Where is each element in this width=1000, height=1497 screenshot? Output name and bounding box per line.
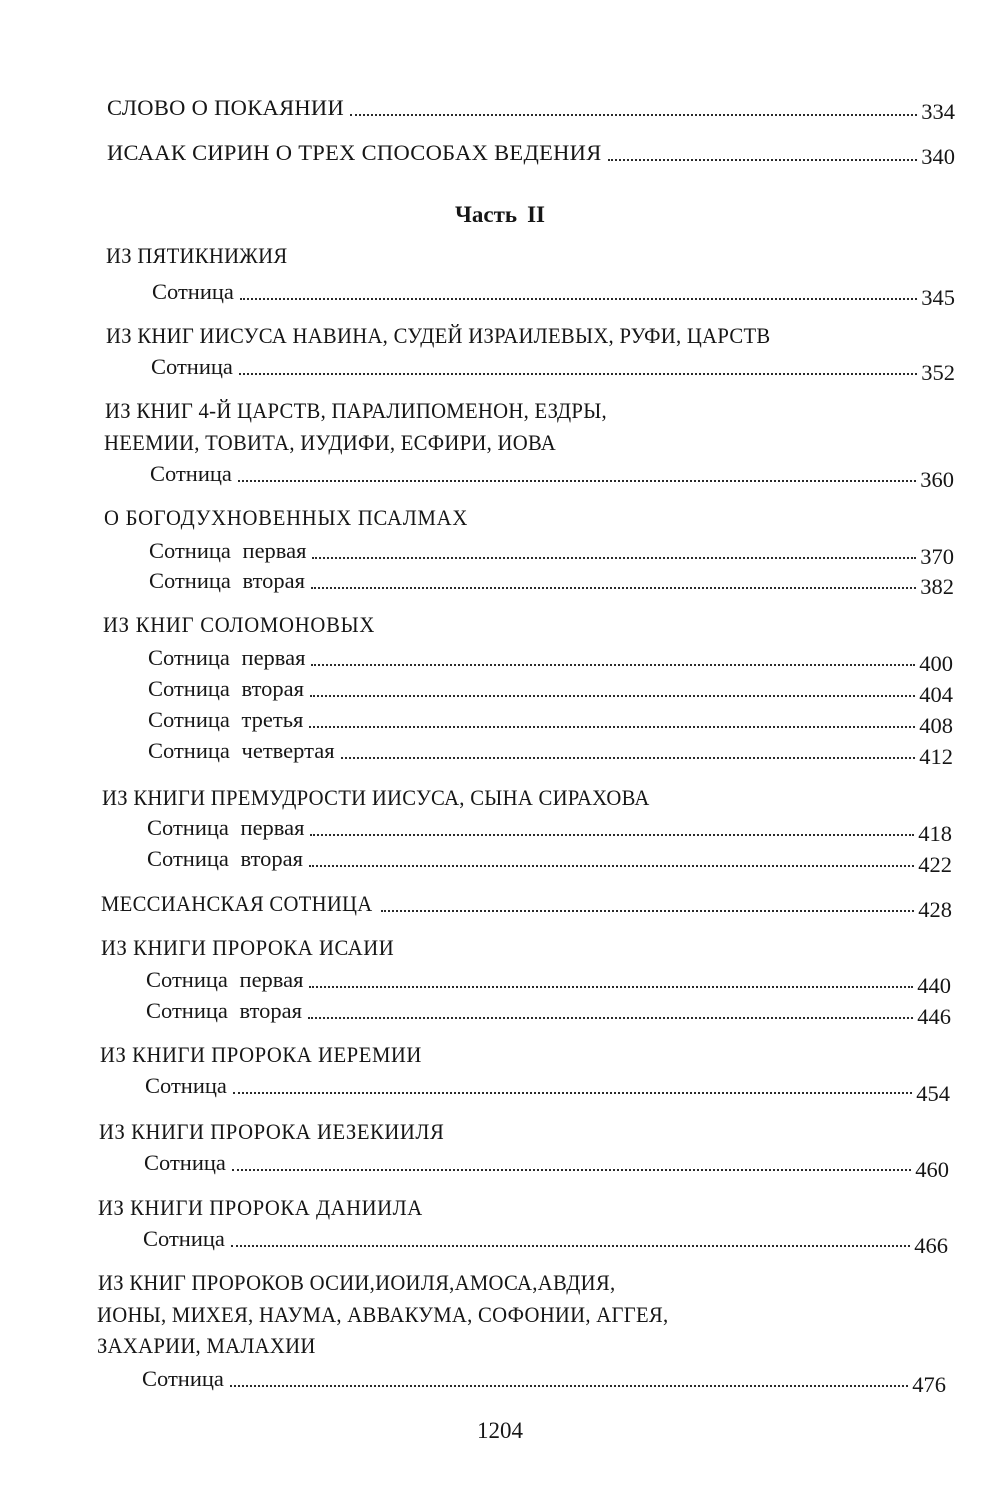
page-number: 408 [919,713,953,738]
toc-entry-title: МЕССИАНСКАЯ СОТНИЦА [101,891,373,916]
toc-entry[interactable] [148,738,953,769]
toc-entry-label: Сотница вторая [148,676,304,701]
dot-leader [309,865,914,867]
page-number: 476 [912,1372,946,1397]
toc-entry[interactable] [148,645,953,676]
page-number: 418 [918,821,952,846]
section-title [0,202,1000,228]
toc-entry-label: Сотница [142,1366,224,1391]
toc-entry[interactable] [143,1226,948,1258]
dot-leader [239,373,917,375]
toc-entry-label: Сотница [151,354,233,379]
page-number: 460 [915,1157,949,1182]
toc-entry-label: Сотница [143,1226,225,1251]
page-number: 370 [920,544,954,569]
toc-entry[interactable] [142,1366,946,1397]
dot-leader [308,1017,913,1019]
toc-entry[interactable] [149,568,954,599]
toc-group-heading: ИЗ КНИГ ПРОРОКОВ ОСИИ,ИОИЛЯ,АМОСА,АВДИЯ, [98,1270,616,1295]
page-number: 412 [919,744,953,769]
dot-leader [381,910,914,912]
toc-entry-label: Сотница [145,1073,227,1098]
dot-leader [341,757,916,759]
dot-leader [350,114,917,116]
page-number: 400 [919,651,953,676]
dot-leader [312,557,916,559]
dot-leader [310,834,914,836]
dot-leader [233,1092,912,1094]
page-number: 360 [920,467,954,492]
page-number: 382 [920,574,954,599]
toc-entry-label: Сотница вторая [147,846,303,871]
toc-group-heading: ИЗ КНИГИ ПРЕМУДРОСТИ ИИСУСА, СЫНА СИРАХОВА [102,785,650,810]
dot-leader [231,1245,910,1247]
page-number: 345 [921,285,955,310]
toc-entry[interactable] [148,676,953,707]
page-number: 334 [921,99,955,124]
toc-entry-label: Сотница первая [146,967,304,992]
toc-group-heading: ИОНЫ, МИХЕЯ, НАУМА, АВВАКУМА, СОФОНИИ, АГГЕЯ, [97,1302,669,1327]
page-number: 454 [916,1081,950,1106]
toc-entry[interactable] [148,707,953,738]
toc-entry-label: Сотница [144,1150,226,1175]
dot-leader [238,480,916,482]
toc-entry[interactable] [151,354,955,385]
dot-leader [311,664,915,666]
dot-leader [240,298,917,300]
page-number: 428 [918,897,952,922]
toc-entry-label: Сотница первая [148,645,306,670]
page-number: 340 [921,144,955,169]
toc-group-heading: ЗАХАРИИ, МАЛАХИИ [97,1333,316,1358]
page-number: 446 [917,1004,951,1029]
toc-entry[interactable] [152,279,955,310]
toc-entry[interactable] [150,461,954,492]
page-number: 422 [918,852,952,877]
toc-group-heading: ИЗ КНИГИ ПРОРОКА ДАНИИЛА [98,1195,423,1220]
toc-group-heading: ИЗ КНИГ 4-Й ЦАРСТВ, ПАРАЛИПОМЕНОН, ЕЗДРЫ, [105,398,608,423]
dot-leader [608,159,918,161]
toc-entry[interactable] [146,998,951,1029]
toc-group-heading: НЕЕМИИ, ТОВИТА, ИУДИФИ, ЕСФИРИ, ИОВА [104,430,556,455]
page-number: 352 [921,360,955,385]
toc-entry-label: Сотница первая [149,538,307,563]
toc-entry-label: Сотница третья [148,707,304,732]
toc-entry[interactable] [145,1073,950,1106]
toc-group-heading: ИЗ КНИГИ ПРОРОКА ИЕРЕМИИ [100,1042,422,1067]
toc-entry-label: Сотница вторая [149,568,305,593]
toc-entry-label: Сотница [152,279,234,304]
toc-group-heading: ИЗ ПЯТИКНИЖИЯ [106,243,288,268]
page-number: 404 [919,682,953,707]
dot-leader [310,695,915,697]
toc-entry-label: Сотница [150,461,232,486]
toc-group-heading: ИЗ КНИГ СОЛОМОНОВЫХ [103,612,376,637]
toc-entry[interactable] [107,95,955,124]
folio-page-number: 1204 [477,1418,523,1443]
toc-entry-title: ИСААК СИРИН О ТРЕХ СПОСОБАХ ВЕДЕНИЯ [107,140,602,165]
toc-group-heading: ИЗ КНИГИ ПРОРОКА ИСАИИ [101,935,395,960]
dot-leader [309,986,913,988]
toc-entry[interactable] [147,846,952,877]
section-label: Часть [455,202,518,227]
toc-entry[interactable] [144,1150,949,1182]
toc-group-heading: О БОГОДУХНОВЕННЫХ ПСАЛМАХ [104,505,469,530]
toc-group-heading: ИЗ КНИГ ИИСУСА НАВИНА, СУДЕЙ ИЗРАИЛЕВЫХ, РУФИ, ЦАРСТВ [106,323,771,348]
toc-entry[interactable] [149,538,954,569]
section-number: II [527,202,545,227]
dot-leader [230,1385,908,1387]
page-number: 440 [917,973,951,998]
toc-entry-title: СЛОВО О ПОКАЯНИИ [107,95,345,120]
toc-entry[interactable] [101,891,952,922]
dot-leader [232,1169,911,1171]
toc-group-heading: ИЗ КНИГИ ПРОРОКА ИЕЗЕКИИЛЯ [99,1119,445,1144]
page-number: 466 [914,1233,948,1258]
toc-entry[interactable] [147,815,952,846]
toc-entry[interactable] [146,967,951,998]
dot-leader [309,726,915,728]
toc-entry-label: Сотница вторая [146,998,302,1023]
toc-entry[interactable] [107,140,955,169]
toc-entry-label: Сотница четвертая [148,738,335,763]
dot-leader [311,587,916,589]
toc-entry-label: Сотница первая [147,815,305,840]
